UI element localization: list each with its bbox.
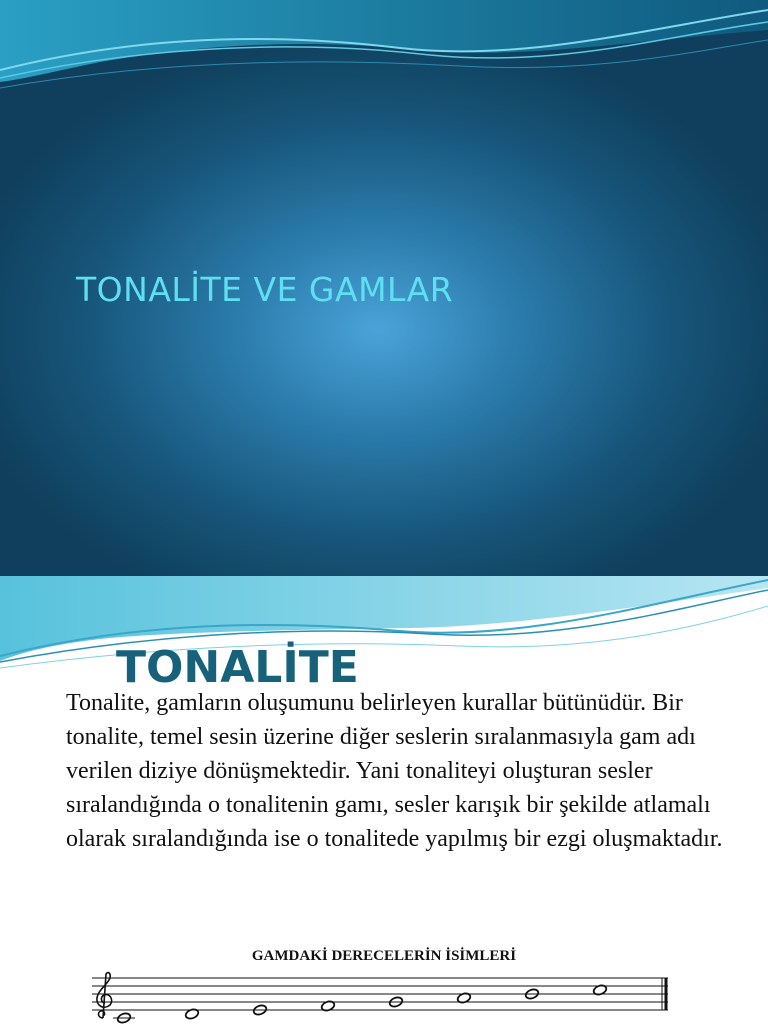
scale-notes (113, 984, 608, 1024)
slide-heading: TONALİTE (116, 642, 359, 693)
music-staff (0, 970, 768, 1024)
figure-caption: GAMDAKİ DERECELERİN İSİMLERİ (251, 948, 517, 964)
slide-title-heading: TONALİTE VE GAMLAR (76, 270, 454, 309)
body-paragraph: Tonalite, gamların oluşumunu belirleyen kurallar bütünüdür. Bir tonalite, temel sesin üzerine diğer seslerin sıralanmasıyla gam adı verilen diziye dönüşmektedir. Yani tonaliteyi oluşturan sesler sıralandığında o tonalitenin gamı, sesler karışık bir şekilde atlamalı olarak sıralandığında ise o tonalitede yapılmış bir ezgi oluşmaktadır. (66, 690, 723, 852)
wave-decoration-top (0, 0, 768, 100)
treble-clef-icon (97, 973, 112, 1018)
slide-tonalite (0, 576, 768, 1024)
